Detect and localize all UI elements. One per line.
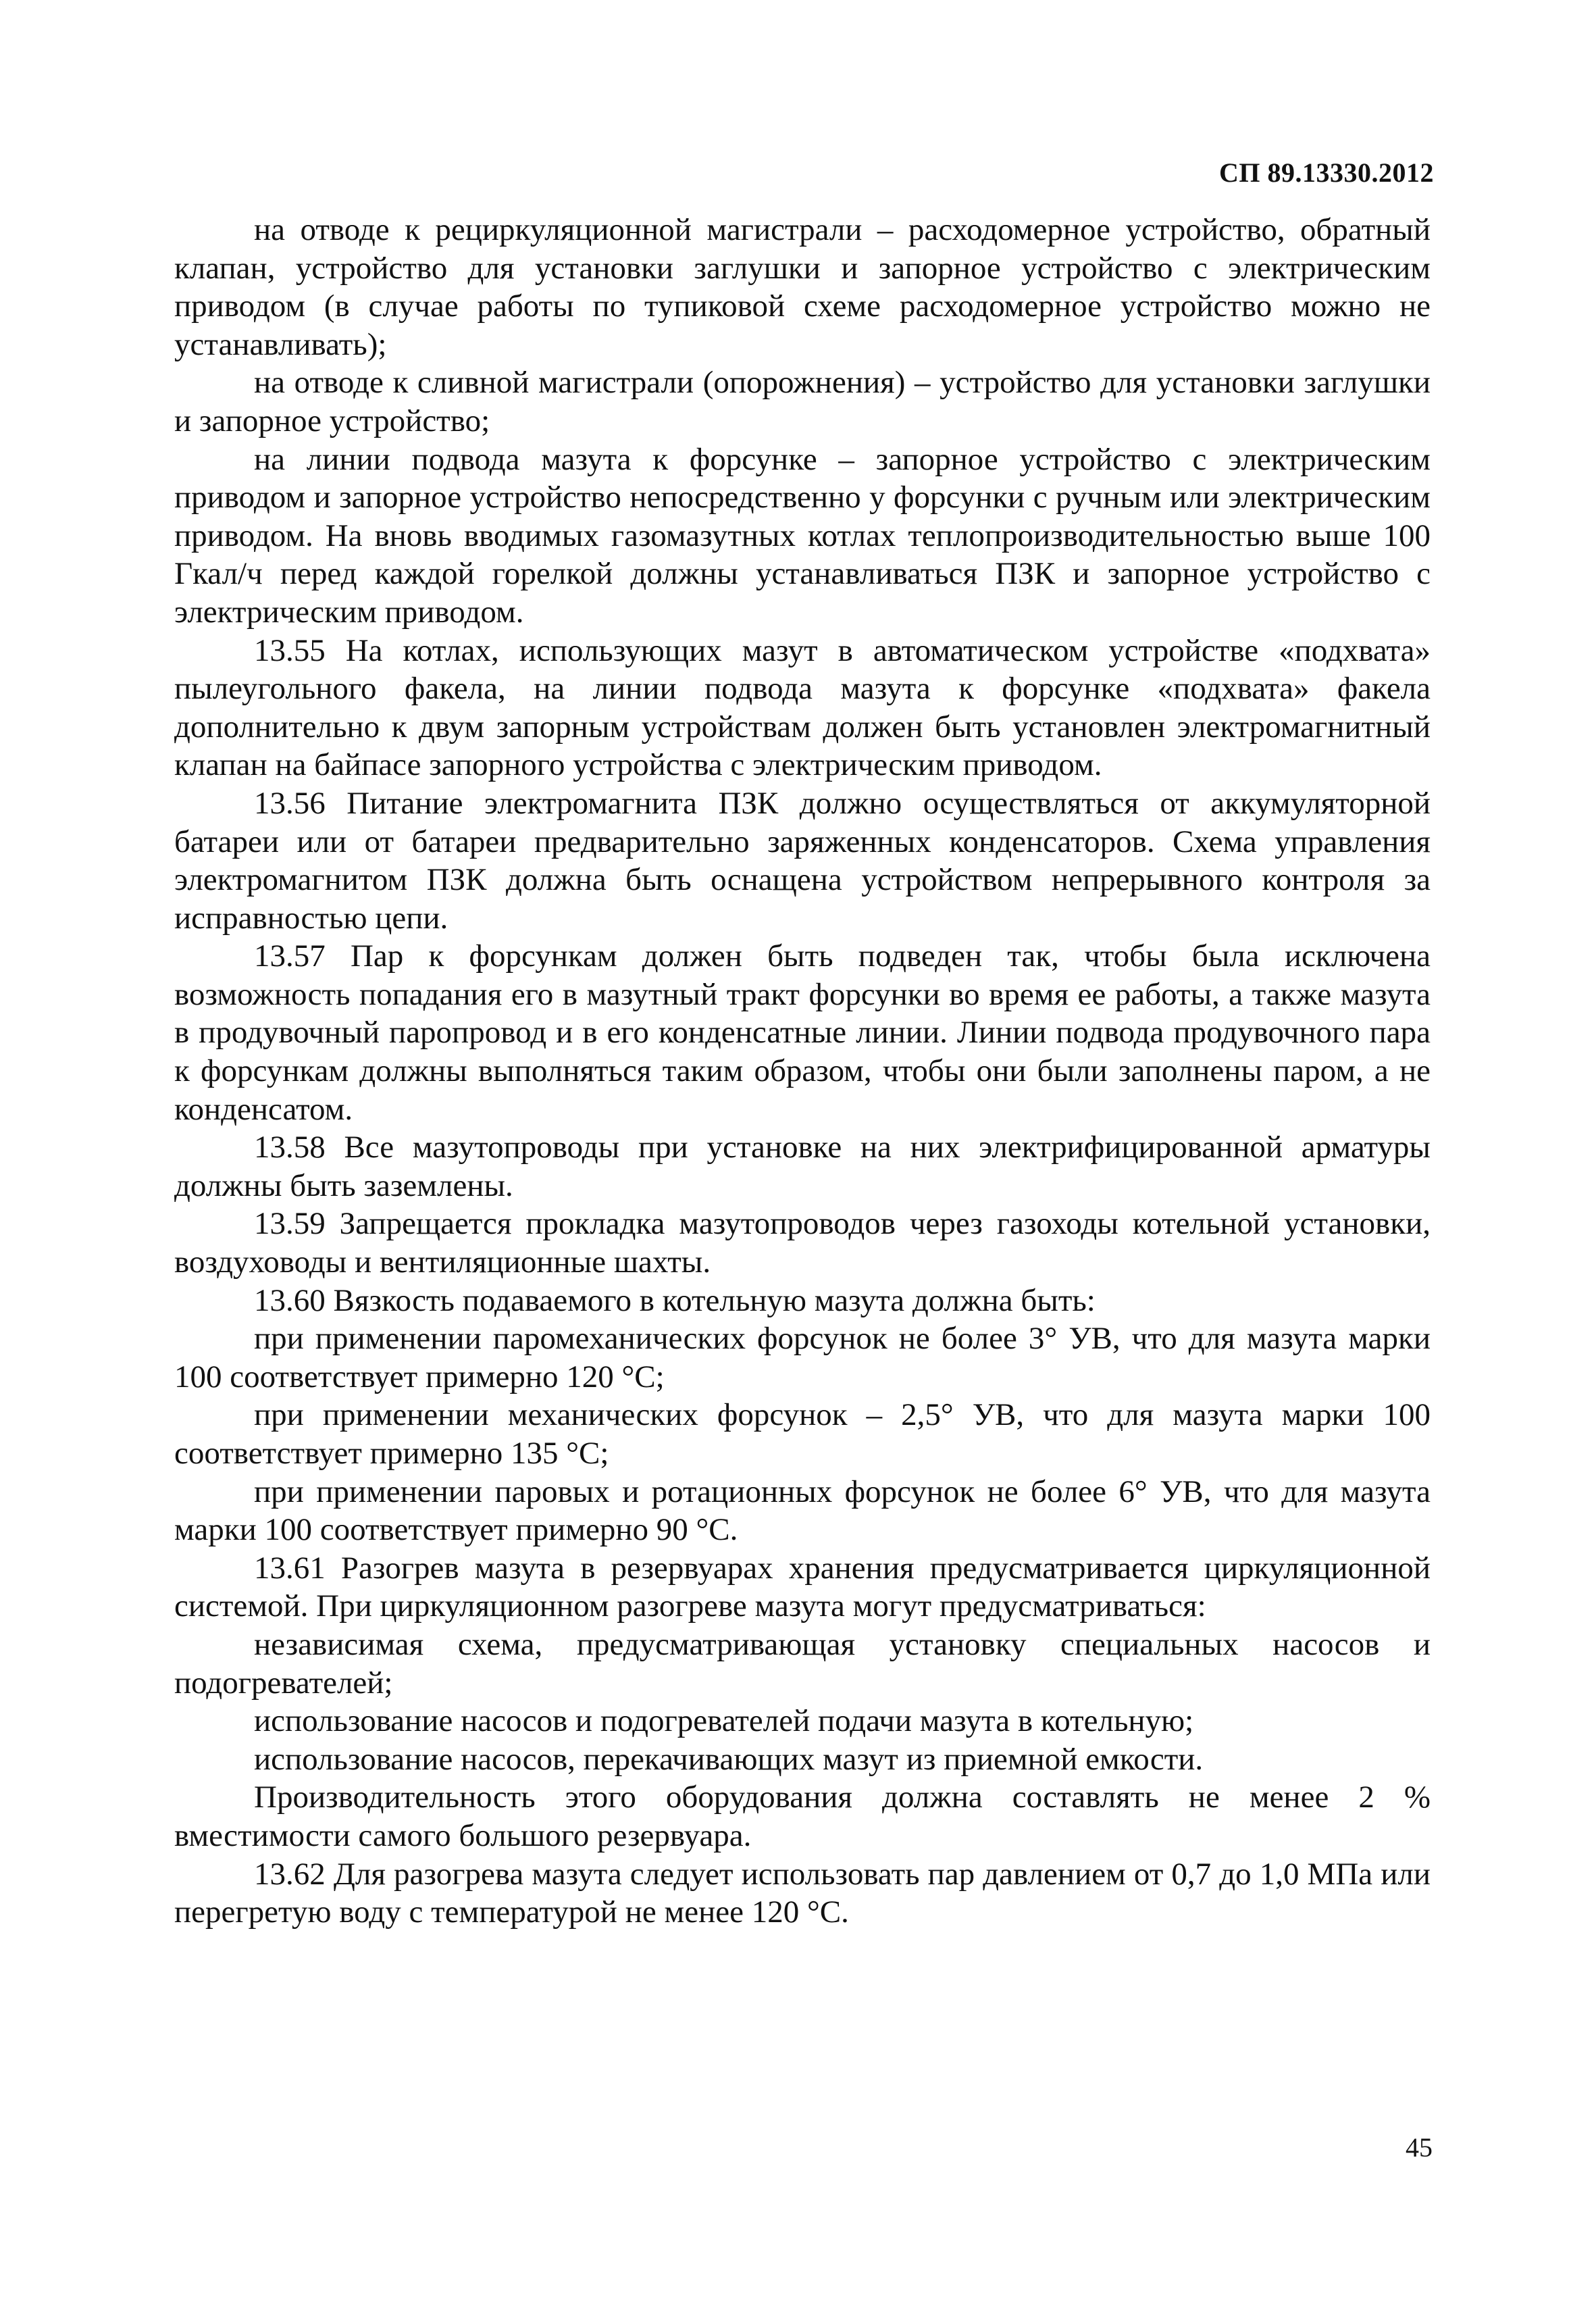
paragraph-feed-pumps-usage: использование насосов и подогревателей подачи мазута в котельную; <box>254 1703 1194 1739</box>
paragraph-viscosity-steam-mechanical: при применении паромеханических форсунок не более 3° УВ, что для мазута марки 100 соответствует примерно 120 °С; <box>174 1321 1431 1394</box>
paragraph-viscosity-mechanical: при применении механических форсунок – 2,5° УВ, что для мазута марки 100 соответствует примерно 135 °С; <box>174 1397 1431 1471</box>
paragraph-13-58: 13.58 Все мазутопроводы при установке на них электрифицированной арматуры должны быть заземлены. <box>174 1130 1431 1203</box>
paragraph-13-57: 13.57 Пар к форсункам должен быть подведен так, чтобы была исключена возможность попадания его в мазутный тракт форсунки во время ее работы, а также мазута в продувочный паропровод и в его конденсатные линии. Линии подвода продувочного пара к форсункам должны выполняться таким образом, чтобы они были заполнены паром, а не конденсатом. <box>174 938 1431 1127</box>
paragraph-13-62: 13.62 Для разогрева мазута следует использовать пар давлением от 0,7 до 1,0 МПа или перегретую воду с температурой не менее 120 °С. <box>174 1856 1431 1930</box>
paragraph-recirculation-branch: на отводе к рециркуляционной магистрали – расходомерное устройство, обратный клапан, устройство для установки заглушки и запорное устройство с электрическим приводом (в случае работы по тупиковой схеме расходомерное устройство можно не устанавливать); <box>174 212 1431 362</box>
paragraph-13-55: 13.55 На котлах, использующих мазут в автоматическом устройстве «подхвата» пылеугольного факела, на линии подвода мазута к форсунке «подхвата» факела дополнительно к двум запорным устройствам должен быть установлен электромагнитный клапан на байпасе запорного устройства с электрическим приводом. <box>174 632 1431 783</box>
document-body <box>174 211 1431 1932</box>
paragraph-transfer-pumps-usage: использование насосов, перекачивающих мазут из приемной емкости. <box>254 1741 1204 1777</box>
paragraph-drain-branch: на отводе к сливной магистрали (опорожнения) – устройство для установки заглушки и запорное устройство; <box>174 365 1431 438</box>
paragraph-13-56: 13.56 Питание электромагнита ПЗК должно осуществляться от аккумуляторной батареи или от батареи предварительно заряженных конденсаторов. Схема управления электромагнитом ПЗК должна быть оснащена устройством непрерывного контроля за исправностью цепи. <box>174 785 1431 936</box>
paragraph-13-61: 13.61 Разогрев мазута в резервуарах хранения предусматривается циркуляционной системой. При циркуляционном разогреве мазута могут предусматриваться: <box>174 1550 1431 1624</box>
paragraph-burner-supply-line: на линии подвода мазута к форсунке – запорное устройство с электрическим приводом и запорное устройство непосредственно у форсунки с ручным или электрическим приводом. На вновь вводимых газомазутных котлах теплопроизводительностью выше 100 Гкал/ч перед каждой горелкой должны устанавливаться ПЗК и запорное устройство с электрическим приводом. <box>174 441 1431 630</box>
paragraph-viscosity-steam-rotary: при применении паровых и ротационных форсунок не более 6° УВ, что для мазута марки 100 соответствует примерно 90 °С. <box>174 1474 1431 1548</box>
paragraph-independent-scheme: независимая схема, предусматривающая установку специальных насосов и подогревателей; <box>174 1626 1431 1701</box>
paragraph-13-60: 13.60 Вязкость подаваемого в котельную мазута должна быть: <box>254 1282 1096 1318</box>
document-code-header: СП 89.13330.2012 <box>1219 157 1434 188</box>
page-number: 45 <box>1406 2132 1433 2163</box>
paragraph-13-59: 13.59 Запрещается прокладка мазутопроводов через газоходы котельной установки, воздуховоды и вентиляционные шахты. <box>174 1206 1431 1280</box>
paragraph-equipment-capacity: Производительность этого оборудования должна составлять не менее 2 % вместимости самого большого резервуара. <box>174 1780 1431 1853</box>
